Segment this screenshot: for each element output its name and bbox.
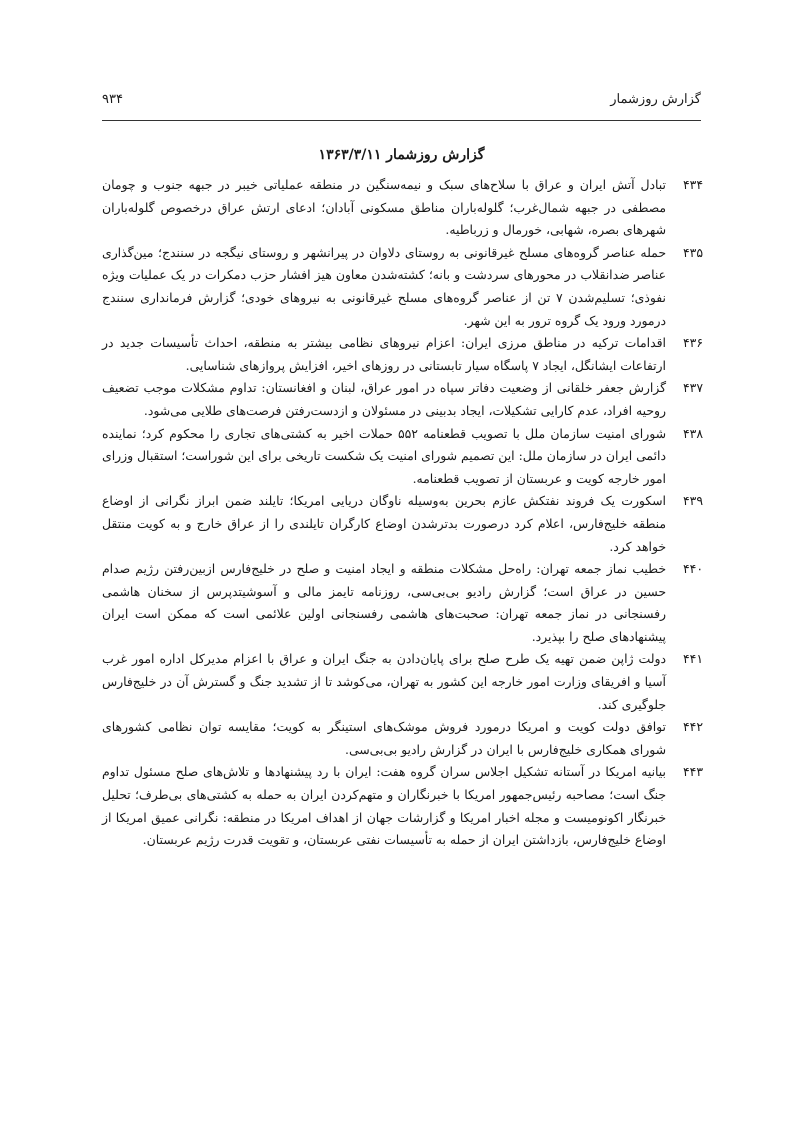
- page-number: ۹۳۴: [102, 92, 123, 107]
- entry-number: ۴۳۹: [683, 493, 703, 509]
- entry-text: تبادل آتش ایران و عراق با سلاح‌های سبک و نیمه‌سنگین در منطقه عملیاتی خیبر در جبهه جنوب و چومان مصطفی در جبهه شمال‌غرب؛ گلوله‌باران مناطق مسکونی آبادان؛ ادعای ارتش عراق درخصوص گلوله‌باران شهرهای بصره، شهابی، خورمال و زرباطیه.: [102, 177, 666, 238]
- entry-437: [102, 377, 703, 422]
- entry-text: توافق دولت کویت و امریکا درمورد فروش موشک‌های استینگر به کویت؛ مقایسه توان نظامی کشورهای شورای همکاری خلیج‌فارس با ایران در گزارش رادیو بی‌بی‌سی.: [102, 719, 666, 757]
- entry-number: ۴۳۵: [683, 244, 703, 260]
- entry-number: ۴۳۷: [683, 380, 703, 396]
- entry-number: ۴۴۱: [683, 651, 703, 667]
- entry-number: ۴۳۶: [683, 335, 703, 351]
- entry-441: [102, 648, 703, 716]
- entry-number: ۴۳۴: [683, 177, 703, 192]
- entry-439: [102, 490, 703, 558]
- report-title: گزارش روزشمار ۱۳۶۳/۳/۱۱: [318, 147, 485, 163]
- entry-435: [102, 242, 703, 332]
- entry-number: ۴۴۰: [683, 561, 703, 577]
- entry-443: [102, 761, 703, 851]
- running-header: [102, 86, 701, 112]
- entry-434: [102, 174, 703, 242]
- entry-text: خطیب نماز جمعه تهران: راه‌حل مشکلات منطقه و ایجاد امنیت و صلح در خلیج‌فارس ازبین‌رفتن رژیم صدام حسین در عراق است؛ گزارش رادیو بی‌بی‌سی، روزنامه تایمز مالی و آسوشیتدپرس از سخنان هاشمی رفسنجانی در نماز جمعه تهران: صحبت‌های هاشمی رفسنجانی اولین علائمی است که ممکن است ایران پیشنهادهای صلح را بپذیرد.: [102, 561, 666, 644]
- entry-text: بیانیه امریکا در آستانه تشکیل اجلاس سران گروه هفت: ایران با رد پیشنهادها و تلاش‌های صلح مسئول تداوم جنگ است؛ مصاحبه رئیس‌جمهور امریکا با خبرنگاران و متهم‌کردن ایران به حمله به کشتی‌های بی‌طرف؛ تحلیل خبرنگار اکونومیست و مجله اخبار امریکا و گزارشات جهان از اهداف امریکا در منطقه: نگرانی عمیق امریکا از اوضاع خلیج‌فارس، بازداشتن ایران از حمله به تأسیسات نفتی عربستان، و تقویت قدرت رژیم عربستان.: [102, 764, 666, 848]
- entries-list: [102, 174, 703, 852]
- entry-438: [102, 423, 703, 491]
- entry-text: حمله عناصر گروه‌های مسلح غیرقانونی به روستای دلاوان در پیرانشهر و روستای نیگجه در سنندج؛ مین‌گذاری عناصر ضدانقلاب در محورهای سردشت و بانه؛ کشته‌شدن معاون هیز افشار حزب دمکرات در یک عملیات ویژه نفوذی؛ تسلیم‌شدن ۷ تن از عناصر گروه‌های مسلح غیرقانونی به نیروهای خودی؛ گزارش فرمانداری سنندج درمورد ورود یک گروه ترور به این شهر.: [102, 244, 666, 328]
- entry-text: دولت ژاپن ضمن تهیه یک طرح صلح برای پایان‌دادن به جنگ ایران و عراق با اعزام مدیرکل اداره امور غرب آسیا و افریقای وزارت امور خارجه این کشور به تهران، می‌کوشد تا از تشدید جنگ و گسترش آن در خلیج‌فارس جلوگیری کند.: [102, 651, 666, 712]
- entry-number: ۴۴۳: [683, 764, 703, 780]
- entry-text: اقدامات ترکیه در مناطق مرزی ایران: اعزام نیروهای نظامی بیشتر به منطقه، احداث تأسیسات جدید در ارتفاعات ایشانگل، ایجاد ۷ پاسگاه سیار تابستانی در روزهای اخیر، افزایش پروازهای شناسایی.: [102, 335, 666, 373]
- entry-number: ۴۳۸: [683, 425, 703, 441]
- entry-text: اسکورت یک فروند نفتکش عازم بحرین به‌وسیله ناوگان دریایی امریکا؛ تایلند ضمن ابراز نگرانی از اوضاع منطقه خلیج‌فارس، اعلام کرد درصورت بدترشدن اوضاع کارگران تایلندی را از عراق خارج و به کویت منتقل خواهد کرد.: [102, 493, 666, 554]
- entry-text: شورای امنیت سازمان ملل با تصویب قطعنامه ۵۵۲ حملات اخیر به کشتی‌های تجاری را محکوم کرد؛ نماینده دائمی ایران در سازمان ملل: این تصمیم شورای امنیت یک شکست تاریخی برای این شوراست؛ استقبال وزرای امور خارجه کویت و عربستان از تصویب قطعنامه.: [102, 425, 666, 486]
- entry-text: گزارش جعفر خلقانی از وضعیت دفاتر سپاه در امور عراق، لبنان و افغانستان: تداوم مشکلات موجب تضعیف روحیه افراد، عدم کارایی تشکیلات، ایجاد بدبینی در مسئولان و ازدست‌رفتن فرصت‌های طلایی می‌شود.: [102, 380, 666, 418]
- entry-440: [102, 558, 703, 648]
- entry-436: [102, 332, 703, 377]
- running-title: گزارش روزشمار: [610, 92, 701, 107]
- entry-number: ۴۴۲: [683, 719, 703, 735]
- header-rule: [102, 120, 701, 121]
- entry-442: [102, 716, 703, 761]
